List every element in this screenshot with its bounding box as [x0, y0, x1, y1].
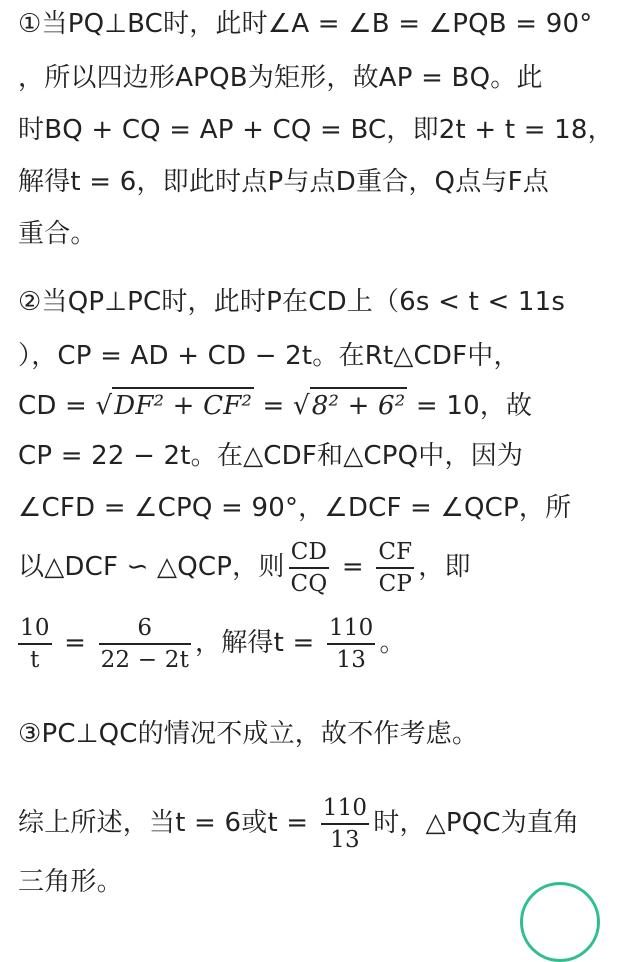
text-line: ②当QP⊥PC时，此时P在CD上（6s < t < 11s — [18, 287, 566, 317]
text-line: ，所以四边形APQB为矩形，故AP = BQ。此 — [18, 63, 543, 93]
text-line: 时BQ + CQ = AP + CQ = BC，即2t + t = 18， — [18, 115, 614, 145]
sqrt-expression: √8² + 6² — [293, 388, 407, 424]
text-line-fraction — [18, 534, 471, 600]
fraction — [18, 613, 52, 675]
fraction — [289, 537, 330, 599]
denominator: CP — [378, 570, 413, 597]
formula-text: 以△DCF ∽ △QCP，则 — [18, 552, 285, 582]
formula-text: 综上所述，当t = 6或t = — [18, 808, 317, 838]
fraction — [321, 793, 370, 855]
numerator: CD — [290, 538, 328, 565]
denominator: CQ — [290, 570, 328, 597]
denominator: 13 — [330, 826, 360, 853]
formula-text: ，即 — [418, 552, 471, 582]
text-line: ），CP = AD + CD − 2t。在Rt△CDF中， — [18, 341, 520, 371]
formula-text: 。 — [379, 628, 406, 658]
fraction — [99, 613, 191, 675]
formula-text: ，解得t = — [195, 628, 323, 658]
denominator: 13 — [336, 646, 367, 673]
radicand: 8² + 6² — [310, 387, 408, 421]
text-line: 解得t = 6，即此时点P与点D重合，Q点与F点 — [18, 167, 549, 197]
text-line: ①当PQ⊥BC时，此时∠A = ∠B = ∠PQB = 90° — [18, 9, 593, 39]
text-line: CP = 22 − 2t。在△CDF和△CPQ中，因为 — [18, 441, 524, 471]
denominator: 22 − 2t — [100, 646, 190, 673]
formula-text: = — [333, 552, 373, 582]
text-line: ③PC⊥QC的情况不成立，故不作考虑。 — [18, 719, 479, 749]
fraction — [376, 537, 414, 599]
text-line: ∠CFD = ∠CPQ = 90°，∠DCF = ∠QCP，所 — [18, 493, 572, 523]
text-line-fraction — [18, 610, 406, 676]
numerator: 10 — [20, 614, 50, 641]
text-line-fraction — [18, 790, 579, 856]
floating-action-button[interactable] — [520, 882, 600, 962]
radicand: DF² + CF² — [112, 387, 254, 421]
numerator: 6 — [137, 614, 153, 641]
text-line: 三角形。 — [18, 867, 123, 897]
denominator: t — [30, 646, 40, 673]
formula-text: = 10，故 — [407, 391, 533, 421]
fraction — [327, 613, 376, 675]
formula-text: = — [55, 628, 95, 658]
text-line: 重合。 — [18, 219, 97, 249]
text-line-sqrt — [18, 388, 532, 424]
formula-text: 时，△PQC为直角 — [373, 808, 580, 838]
sqrt-expression: √DF² + CF² — [96, 388, 255, 424]
formula-text: = — [254, 391, 293, 421]
numerator: 110 — [328, 614, 374, 641]
numerator: CF — [378, 538, 413, 565]
numerator: 110 — [322, 794, 368, 821]
formula-text: CD = — [18, 391, 96, 421]
